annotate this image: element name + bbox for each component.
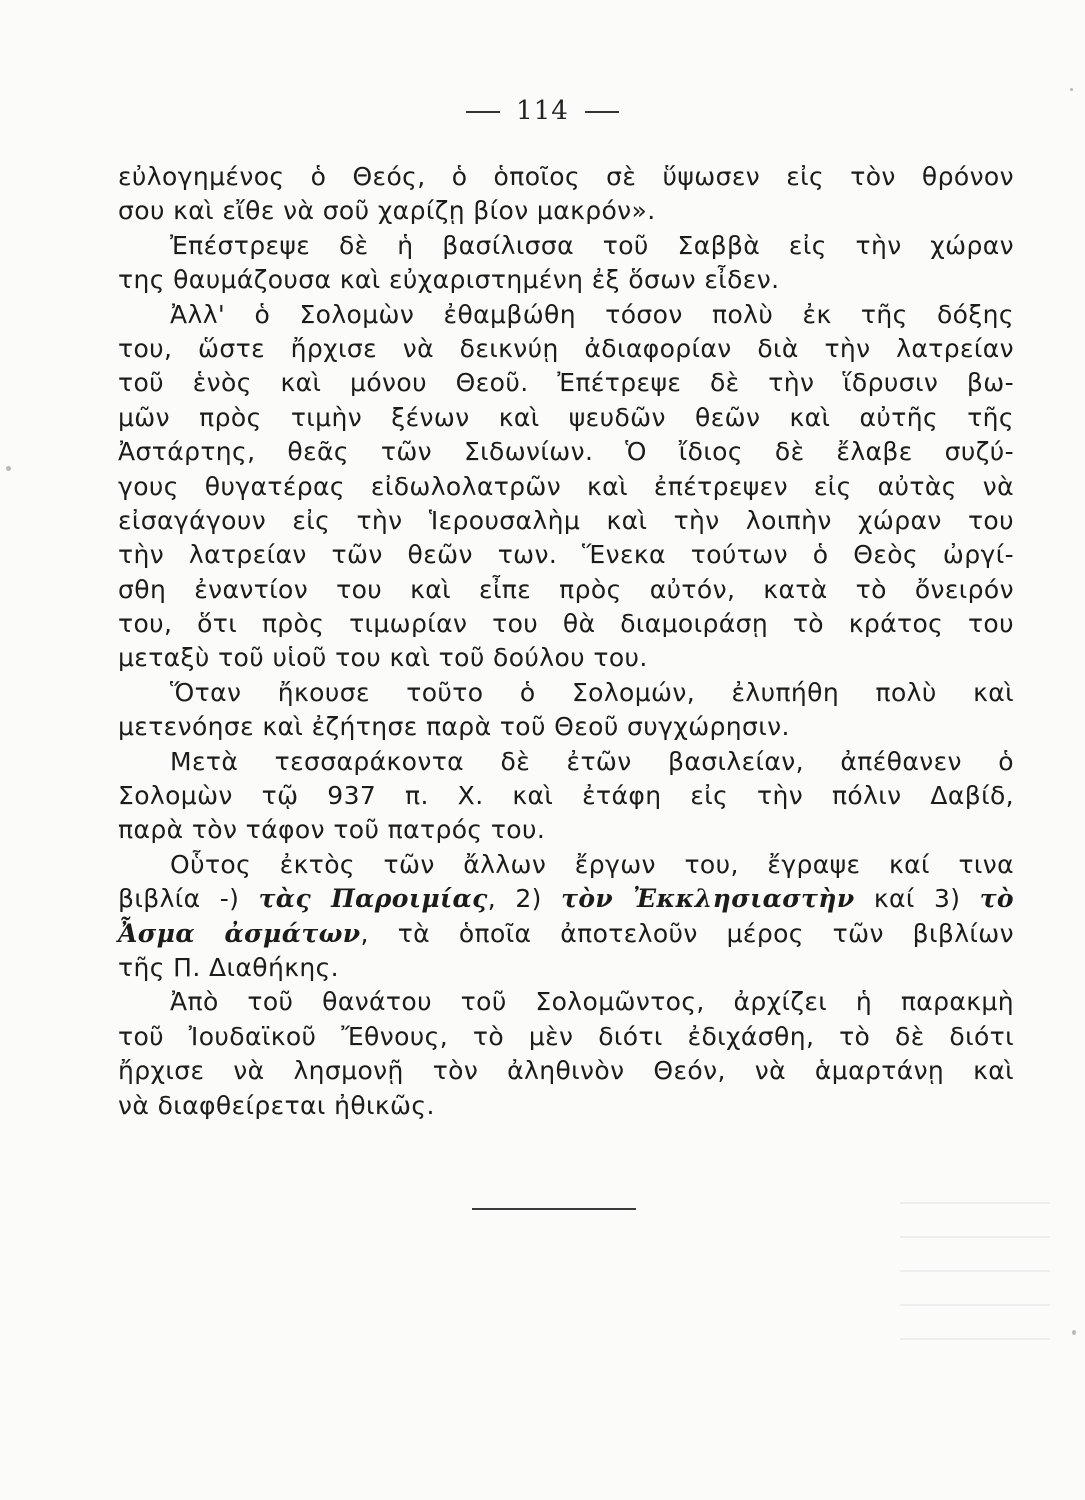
text-line: Ἀστάρτης, θεᾶς τῶν Σιδωνίων. Ὁ ἴδιος δὲ ἔλαβε συζύ-	[118, 437, 1014, 467]
text-segment: καί 3)	[854, 884, 980, 914]
text-line: Μετὰ τεσσαράκοντα δὲ ἐτῶν βασιλείαν, ἀπέθανεν ὁ	[170, 746, 1014, 776]
text-line: τὴν λατρείαν τῶν θεῶν των. Ἕνεκα τούτων ὁ Θεὸς ὠργί-	[118, 540, 1014, 570]
closing-rule	[472, 1208, 636, 1210]
text-line: σου καὶ εἴθε νὰ σοῦ χαρίζῃ βίον μακρόν».	[118, 196, 656, 226]
body-text	[118, 160, 1014, 1123]
text-segment: , 2)	[487, 884, 562, 914]
text-line: Ἐπέστρεψε δὲ ἡ βασίλισσα τοῦ Σαββὰ εἰς τὴν χώραν	[170, 230, 1014, 260]
text-line: νὰ διαφθείρεται ἠθικῶς.	[118, 1090, 435, 1120]
text-line: σθη ἐναντίον του καὶ εἶπε πρὸς αὐτόν, κατὰ τὸ ὄνειρόν	[118, 574, 1014, 604]
bleed-through	[900, 1180, 1050, 1340]
scan-speck	[1070, 88, 1073, 91]
book-title: τὸν Ἐκκλησιαστὴν	[561, 884, 855, 914]
text-line: ἤρχισε νὰ λησμονῇ τὸν ἀληθινὸν Θεόν, νὰ ἁμαρτάνῃ καὶ	[118, 1056, 1014, 1086]
text-line: γους θυγατέρας εἰδωλολατρῶν καὶ ἐπέτρεψεν εἰς αὐτὰς νὰ	[118, 471, 1014, 501]
text-line	[118, 917, 1014, 951]
scan-speck	[6, 466, 11, 471]
text-line: μῶν πρὸς τιμὴν ξένων καὶ ψευδῶν θεῶν καὶ αὐτῆς τῆς	[118, 402, 1014, 432]
text-segment: , τὰ ὁποῖα ἀποτελοῦν μέρος τῶν βιβλίων	[360, 918, 1014, 948]
text-line: Σολομὼν τῷ 937 π. Χ. καὶ ἐτάφη εἰς τὴν πόλιν Δαβίδ,	[118, 781, 1014, 811]
text-line: μεταξὺ τοῦ υἱοῦ του καὶ τοῦ δούλου του.	[118, 643, 648, 673]
text-line: του, ὥστε ἤρχισε νὰ δεικνύῃ ἀδιαφορίαν διὰ τὴν λατρείαν	[118, 333, 1014, 363]
text-line: Ἀπὸ τοῦ θανάτου τοῦ Σολομῶντος, ἀρχίζει ἡ παρακμὴ	[170, 987, 1014, 1017]
page-number-dash-right	[585, 111, 619, 113]
text-line: τοῦ ἑνὸς καὶ μόνου Θεοῦ. Ἐπέτρεψε δὲ τὴν ἵδρυσιν βω-	[118, 368, 1014, 398]
page-number	[0, 96, 1085, 126]
text-line: της θαυμάζουσα καὶ εὐχαριστημένη ἐξ ὅσων εἶδεν.	[118, 265, 780, 295]
text-line: τῆς Π. Διαθήκης.	[118, 952, 339, 982]
book-title: τὰς Παροιμίας	[258, 884, 488, 914]
page-number-dash-left	[466, 111, 500, 113]
text-line: εὐλογημένος ὁ Θεός, ὁ ὁποῖος σὲ ὕψωσεν εἰς τὸν θρόνον	[118, 162, 1014, 191]
book-title: τὸ	[979, 884, 1014, 914]
text-line: μετενόησε καὶ ἐζήτησε παρὰ τοῦ Θεοῦ συγχώρησιν.	[118, 712, 790, 742]
scan-speck	[1072, 1330, 1076, 1335]
text-line: του, ὅτι πρὸς τιμωρίαν του θὰ διαμοιράσῃ τὸ κράτος του	[118, 609, 1014, 639]
text-line: εἰσαγάγουν εἰς τὴν Ἱερουσαλὴμ καὶ τὴν λοιπὴν χώραν του	[118, 505, 1014, 535]
text-line: παρὰ τὸν τάφον τοῦ πατρός του.	[118, 815, 546, 845]
book-title: Ἆσμα ἀσμάτων	[118, 918, 361, 948]
text-line: Ὅταν ἤκουσε τοῦτο ὁ Σολομών, ἐλυπήθη πολὺ καὶ	[170, 677, 1014, 707]
text-line: Ἀλλ' ὁ Σολομὼν ἐθαμβώθη τόσον πολὺ ἐκ τῆς δόξης	[170, 299, 1014, 329]
text-line	[118, 882, 1014, 916]
text-line: Οὗτος ἐκτὸς τῶν ἄλλων ἔργων του, ἔγραψε καί τινα	[170, 849, 1014, 879]
text-line: τοῦ Ἰουδαϊκοῦ Ἔθνους, τὸ μὲν διότι ἐδιχάσθη, τὸ δὲ διότι	[118, 1021, 1014, 1051]
page-number-value: 114	[516, 96, 569, 126]
text-segment: βιβλία -)	[118, 884, 259, 914]
